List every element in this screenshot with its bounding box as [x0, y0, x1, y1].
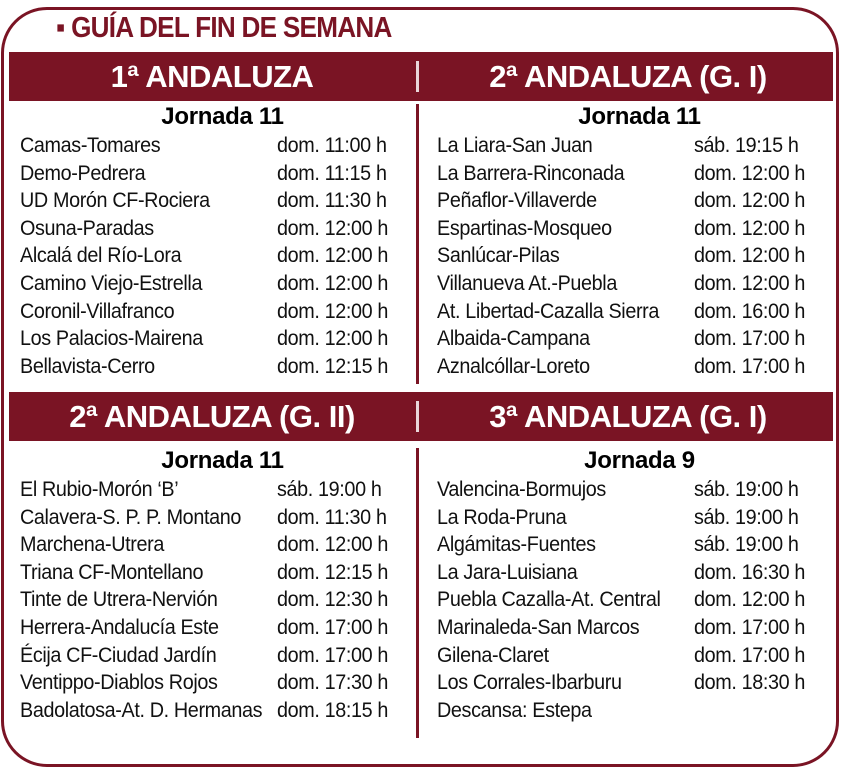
division-title-3a-andaluza-g1: 3ª ANDALUZA (G. I) — [489, 399, 767, 434]
banner-divider — [416, 61, 419, 92]
match-teams: At. Libertad-Cazalla Sierra — [437, 298, 660, 323]
match-teams: Camas-Tomares — [20, 133, 161, 157]
match-teams: Los Palacios-Mairena — [20, 326, 203, 351]
match-row — [437, 476, 842, 504]
match-time: sáb. 19:00 h — [694, 504, 799, 529]
match-row — [20, 476, 425, 504]
match-teams: Descansa: Estepa — [437, 697, 592, 722]
match-time: dom. 11:30 h — [277, 188, 387, 213]
division-banner-top — [9, 52, 833, 101]
division-title-2a-andaluza-g1: 2ª ANDALUZA (G. I) — [489, 59, 767, 94]
match-time: dom. 18:30 h — [694, 670, 806, 695]
page-title: ▪ GUÍA DEL FIN DE SEMANA — [56, 12, 392, 44]
match-time: dom. 12:00 h — [277, 215, 389, 240]
match-time: sáb. 19:00 h — [694, 532, 799, 557]
match-row — [437, 160, 842, 188]
match-teams: Sanlúcar-Pilas — [437, 243, 560, 268]
match-time: dom. 12:30 h — [277, 587, 389, 612]
match-teams: La Barrera-Rinconada — [437, 160, 625, 185]
match-row — [20, 298, 425, 326]
match-time: dom. 12:00 h — [277, 532, 389, 557]
match-row — [437, 132, 842, 160]
match-row — [437, 242, 842, 270]
match-teams: Calavera-S. P. P. Montano — [20, 504, 241, 529]
match-time: dom. 12:00 h — [694, 243, 806, 268]
match-row — [20, 215, 425, 243]
match-time: dom. 12:00 h — [277, 270, 389, 295]
match-time: dom. 17:30 h — [277, 670, 389, 695]
banner-divider — [416, 401, 419, 432]
match-row — [20, 586, 425, 614]
match-time: dom. 11:00 h — [277, 133, 387, 157]
match-time: dom. 11:30 h — [277, 504, 387, 529]
jornada-heading: Jornada 9 — [584, 447, 695, 474]
match-teams: Marchena-Utrera — [20, 532, 164, 557]
match-teams: Triana CF-Montellano — [20, 559, 204, 584]
match-row — [437, 559, 842, 587]
match-teams: Écija CF-Ciudad Jardín — [20, 642, 217, 667]
match-teams: Osuna-Paradas — [20, 215, 154, 240]
match-row — [20, 353, 425, 381]
match-teams: Camino Viejo-Estrella — [20, 270, 203, 295]
match-row — [20, 504, 425, 532]
match-row — [20, 160, 425, 188]
match-teams: Villanueva At.-Puebla — [437, 270, 617, 295]
match-teams: La Roda-Pruna — [437, 504, 567, 529]
division-title-1a-andaluza: 1ª ANDALUZA — [110, 59, 314, 94]
match-time: dom. 16:00 h — [694, 298, 806, 323]
match-teams: Espartinas-Mosqueo — [437, 215, 612, 240]
section-2a-andaluza-g1 — [437, 102, 842, 380]
match-time: dom. 12:00 h — [694, 215, 806, 240]
match-time: sáb. 19:15 h — [694, 133, 799, 157]
match-row — [437, 353, 842, 381]
match-row — [437, 504, 842, 532]
match-time: dom. 12:00 h — [277, 298, 389, 323]
match-teams: Tinte de Utrera-Nervión — [20, 587, 218, 612]
match-row — [437, 531, 842, 559]
match-row — [20, 242, 425, 270]
jornada-heading: Jornada 11 — [161, 447, 284, 474]
match-teams: Coronil-Villafranco — [20, 298, 175, 323]
match-row — [20, 132, 425, 160]
match-row — [20, 270, 425, 298]
match-teams: Albaida-Campana — [437, 326, 590, 351]
match-time: dom. 17:00 h — [694, 614, 806, 639]
match-row — [437, 325, 842, 353]
match-time: dom. 17:00 h — [694, 642, 806, 667]
match-teams: Badolatosa-At. D. Hermanas — [20, 697, 263, 722]
match-row — [437, 614, 842, 642]
match-time: dom. 18:15 h — [277, 697, 389, 722]
match-time: dom. 12:15 h — [277, 559, 389, 584]
match-teams: Gilena-Claret — [437, 642, 549, 667]
match-time: dom. 12:00 h — [694, 188, 806, 213]
match-time: dom. 12:00 h — [277, 243, 389, 268]
match-time: dom. 17:00 h — [694, 353, 806, 378]
match-row — [437, 187, 842, 215]
match-time: dom. 12:00 h — [277, 326, 389, 351]
match-time: dom. 16:30 h — [694, 559, 806, 584]
match-teams: La Jara-Luisiana — [437, 559, 578, 584]
match-row — [437, 298, 842, 326]
match-teams: Demo-Pedrera — [20, 160, 146, 185]
match-time: dom. 17:00 h — [694, 326, 806, 351]
match-teams: Bellavista-Cerro — [20, 353, 155, 378]
jornada-heading: Jornada 11 — [161, 103, 284, 130]
division-banner-bottom — [9, 392, 833, 441]
match-time: dom. 12:00 h — [694, 587, 806, 612]
match-time: dom. 12:00 h — [694, 270, 806, 295]
match-teams: Valencina-Bormujos — [437, 477, 606, 501]
match-teams: Herrera-Andalucía Este — [20, 614, 219, 639]
match-teams: Marinaleda-San Marcos — [437, 614, 640, 639]
match-time: dom. 12:15 h — [277, 353, 389, 378]
match-row — [20, 531, 425, 559]
match-teams: Peñaflor-Villaverde — [437, 188, 597, 213]
match-row — [20, 642, 425, 670]
match-row — [437, 215, 842, 243]
match-teams: Ventippo-Diablos Rojos — [20, 670, 218, 695]
match-teams: Alcalá del Río-Lora — [20, 243, 182, 268]
match-time: sáb. 19:00 h — [694, 477, 799, 501]
match-row — [20, 697, 425, 725]
section-3a-andaluza-g1 — [437, 446, 842, 724]
match-row — [20, 669, 425, 697]
section-2a-andaluza-g2 — [20, 446, 425, 724]
match-row — [20, 187, 425, 215]
match-row — [437, 586, 842, 614]
match-row — [20, 559, 425, 587]
match-teams: Los Corrales-Ibarburu — [437, 670, 622, 695]
match-teams: El Rubio-Morón ‘B’ — [20, 477, 179, 501]
match-teams: Puebla Cazalla-At. Central — [437, 587, 661, 612]
match-row — [20, 325, 425, 353]
match-teams: Aznalcóllar-Loreto — [437, 353, 590, 378]
match-row — [20, 614, 425, 642]
section-1a-andaluza — [20, 102, 425, 380]
match-teams: UD Morón CF-Rociera — [20, 188, 210, 213]
match-teams: Algámitas-Fuentes — [437, 532, 596, 557]
match-time: dom. 11:15 h — [277, 160, 387, 185]
match-teams: La Liara-San Juan — [437, 133, 593, 157]
match-time: dom. 17:00 h — [277, 614, 389, 639]
match-time: dom. 17:00 h — [277, 642, 389, 667]
jornada-heading: Jornada 11 — [578, 103, 701, 130]
match-row — [437, 697, 842, 725]
match-time: dom. 12:00 h — [694, 160, 806, 185]
match-time: sáb. 19:00 h — [277, 477, 382, 501]
division-title-2a-andaluza-g2: 2ª ANDALUZA (G. II) — [69, 399, 355, 434]
match-row — [437, 270, 842, 298]
match-row — [437, 642, 842, 670]
match-row — [437, 669, 842, 697]
